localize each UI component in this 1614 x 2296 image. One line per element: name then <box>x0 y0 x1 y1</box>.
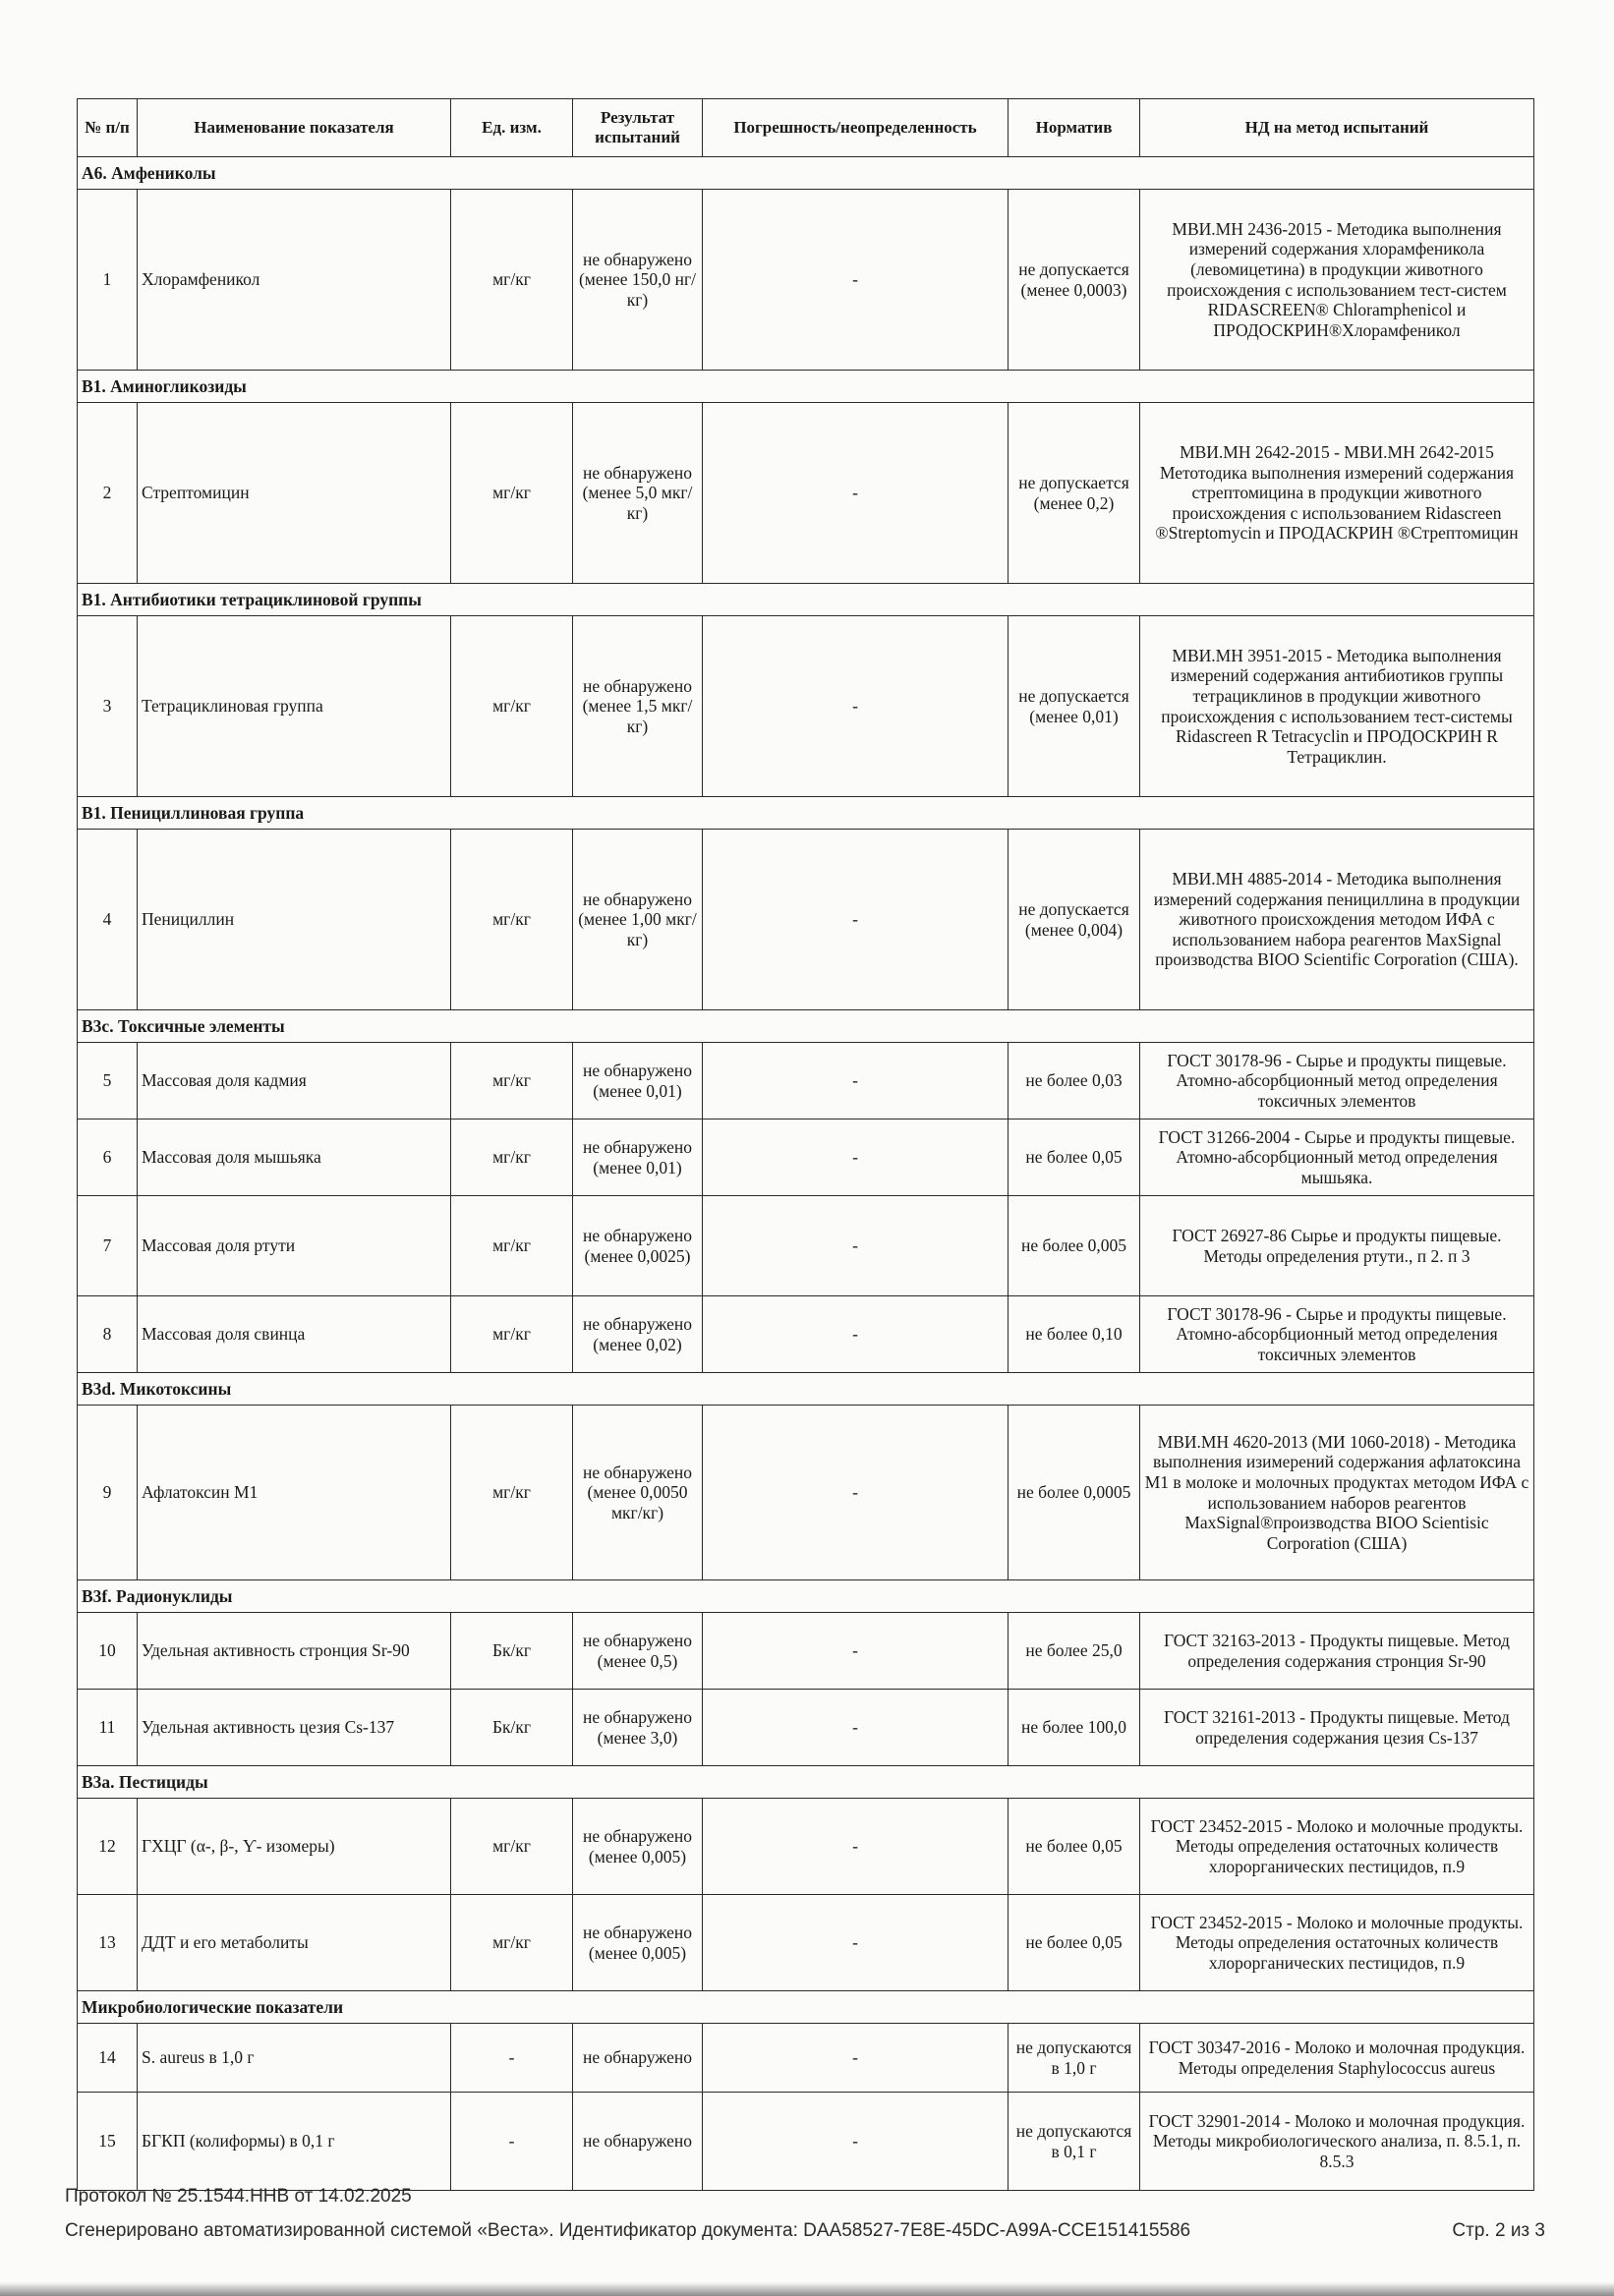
result-cell: не обнаружено (менее 0,0050 мкг/кг) <box>573 1406 703 1580</box>
method-cell: ГОСТ 23452-2015 - Молоко и молочные продукты. Методы определения остаточных количеств хлорорганических пестицидов, п.9 <box>1140 1799 1534 1895</box>
indicator-name: ДДТ и его метаболиты <box>138 1895 451 1991</box>
uncertainty-cell: - <box>703 190 1009 371</box>
table-row <box>78 2093 1534 2191</box>
section-title: В1. Пенициллиновая группа <box>78 797 1534 830</box>
uncertainty-cell: - <box>703 1613 1009 1690</box>
method-cell: ГОСТ 30178-96 - Сырье и продукты пищевые. Атомно-абсорбционный метод определения токсичных элементов <box>1140 1043 1534 1119</box>
result-cell: не обнаружено (менее 0,02) <box>573 1296 703 1373</box>
table-row <box>78 1119 1534 1196</box>
norm-cell: не допускается (менее 0,004) <box>1009 830 1140 1010</box>
row-number: 14 <box>78 2024 138 2093</box>
uncertainty-cell: - <box>703 1799 1009 1895</box>
result-cell: не обнаружено (менее 0,01) <box>573 1119 703 1196</box>
row-number: 4 <box>78 830 138 1010</box>
table-row <box>78 190 1534 371</box>
table-row <box>78 1296 1534 1373</box>
unit-cell: мг/кг <box>451 1043 573 1119</box>
section-title: В1. Аминогликозиды <box>78 371 1534 403</box>
norm-cell: не более 0,03 <box>1009 1043 1140 1119</box>
method-cell: МВИ.МН 2436-2015 - Методика выполнения измерений содержания хлорамфеникола (левомицетина) в продукции животного происхождения с использованием тест-систем RIDASCREEN® Chloramphenicol и ПРОДОСКРИН®Хлорамфеникол <box>1140 190 1534 371</box>
table-row <box>78 403 1534 584</box>
unit-cell: мг/кг <box>451 830 573 1010</box>
norm-cell: не более 25,0 <box>1009 1613 1140 1690</box>
section-title: В3а. Пестициды <box>78 1766 1534 1799</box>
header-name: Наименование показателя <box>138 99 451 157</box>
unit-cell: - <box>451 2024 573 2093</box>
section-title: Микробиологические показатели <box>78 1991 1534 2024</box>
unit-cell: мг/кг <box>451 1296 573 1373</box>
norm-cell: не более 0,10 <box>1009 1296 1140 1373</box>
section-row <box>78 1991 1534 2024</box>
table-body <box>78 157 1534 2191</box>
method-cell: МВИ.МН 3951-2015 - Методика выполнения измерений содержания антибиотиков группы тетрациклинов в продукции животного происхождения с использованием тест-системы Ridascreen R Tetracyclin и ПРОДОСКРИН R Тетрациклин. <box>1140 616 1534 797</box>
norm-cell: не более 0,05 <box>1009 1895 1140 1991</box>
uncertainty-cell: - <box>703 2093 1009 2191</box>
section-row <box>78 157 1534 190</box>
norm-cell: не более 0,05 <box>1009 1799 1140 1895</box>
method-cell: ГОСТ 31266-2004 - Сырье и продукты пищевые. Атомно-абсорбционный метод определения мышьяка. <box>1140 1119 1534 1196</box>
uncertainty-cell: - <box>703 616 1009 797</box>
row-number: 9 <box>78 1406 138 1580</box>
row-number: 11 <box>78 1690 138 1766</box>
indicator-name: Удельная активность стронция Sr-90 <box>138 1613 451 1690</box>
row-number: 7 <box>78 1196 138 1296</box>
row-number: 10 <box>78 1613 138 1690</box>
header-result: Результат испытаний <box>573 99 703 157</box>
method-cell: ГОСТ 26927-86 Сырье и продукты пищевые. Методы определения ртути., п 2. п 3 <box>1140 1196 1534 1296</box>
section-row <box>78 1010 1534 1043</box>
table-row <box>78 1799 1534 1895</box>
uncertainty-cell: - <box>703 1196 1009 1296</box>
header-unit: Ед. изм. <box>451 99 573 157</box>
method-cell: ГОСТ 30347-2016 - Молоко и молочная продукция. Методы определения Staphylococcus aureus <box>1140 2024 1534 2093</box>
unit-cell: - <box>451 2093 573 2191</box>
norm-cell: не допускается (менее 0,2) <box>1009 403 1140 584</box>
row-number: 8 <box>78 1296 138 1373</box>
uncertainty-cell: - <box>703 1043 1009 1119</box>
row-number: 12 <box>78 1799 138 1895</box>
result-cell: не обнаружено (менее 0,01) <box>573 1043 703 1119</box>
result-cell: не обнаружено (менее 5,0 мкг/кг) <box>573 403 703 584</box>
indicator-name: Массовая доля мышьяка <box>138 1119 451 1196</box>
norm-cell: не более 0,0005 <box>1009 1406 1140 1580</box>
result-cell: не обнаружено <box>573 2093 703 2191</box>
page-number: Стр. 2 из 3 <box>1452 2220 1545 2241</box>
unit-cell: мг/кг <box>451 190 573 371</box>
indicator-name: Пенициллин <box>138 830 451 1010</box>
indicator-name: Стрептомицин <box>138 403 451 584</box>
table-row <box>78 2024 1534 2093</box>
uncertainty-cell: - <box>703 1406 1009 1580</box>
table-row <box>78 1690 1534 1766</box>
indicator-name: Хлорамфеникол <box>138 190 451 371</box>
indicator-name: Массовая доля кадмия <box>138 1043 451 1119</box>
unit-cell: мг/кг <box>451 616 573 797</box>
generated-note: Сгенерировано автоматизированной системой «Веста». Идентификатор документа: DAA58527-7E8E-45DC-A99A-CCE151415586 <box>65 2220 1191 2241</box>
section-title: В1. Антибиотики тетрациклиновой группы <box>78 584 1534 616</box>
unit-cell: мг/кг <box>451 403 573 584</box>
table-header-row <box>78 99 1534 157</box>
protocol-number: Протокол № 25.1544.ННВ от 14.02.2025 <box>65 2186 412 2207</box>
norm-cell: не более 100,0 <box>1009 1690 1140 1766</box>
section-title: А6. Амфениколы <box>78 157 1534 190</box>
unit-cell: мг/кг <box>451 1895 573 1991</box>
norm-cell: не более 0,005 <box>1009 1196 1140 1296</box>
section-title: В3с. Токсичные элементы <box>78 1010 1534 1043</box>
uncertainty-cell: - <box>703 2024 1009 2093</box>
indicator-name: Тетрациклиновая группа <box>138 616 451 797</box>
header-method: НД на метод испытаний <box>1140 99 1534 157</box>
result-cell: не обнаружено <box>573 2024 703 2093</box>
indicator-name: ГХЦГ (α-, β-, Ƴ- изомеры) <box>138 1799 451 1895</box>
indicator-name: Массовая доля свинца <box>138 1296 451 1373</box>
result-cell: не обнаружено (менее 0,005) <box>573 1895 703 1991</box>
method-cell: МВИ.МН 2642-2015 - МВИ.МН 2642-2015 Метотодика выполнения измерений содержания стрептомицина в продукции животного происхождения с использованием Ridascreen ®Streptomycin и ПРОДАСКРИН ®Стрептомицин <box>1140 403 1534 584</box>
method-cell: МВИ.МН 4620-2013 (МИ 1060-2018) - Методика выполнения изимерений содержания афлатоксина М1 в молоке и молочных продуктах методом ИФА с использованием наборов реагентов MaxSignal®производства BIOO Scientisic Corporation (США) <box>1140 1406 1534 1580</box>
unit-cell: Бк/кг <box>451 1690 573 1766</box>
section-title: В3f. Радионуклиды <box>78 1580 1534 1613</box>
unit-cell: мг/кг <box>451 1196 573 1296</box>
method-cell: ГОСТ 30178-96 - Сырье и продукты пищевые. Атомно-абсорбционный метод определения токсичных элементов <box>1140 1296 1534 1373</box>
row-number: 1 <box>78 190 138 371</box>
indicator-name: S. aureus в 1,0 г <box>138 2024 451 2093</box>
section-row <box>78 584 1534 616</box>
section-title: В3d. Микотоксины <box>78 1373 1534 1406</box>
table-row <box>78 1406 1534 1580</box>
header-norm: Норматив <box>1009 99 1140 157</box>
table-row <box>78 830 1534 1010</box>
unit-cell: мг/кг <box>451 1406 573 1580</box>
section-row <box>78 1766 1534 1799</box>
uncertainty-cell: - <box>703 1119 1009 1196</box>
indicator-name: Афлатоксин М1 <box>138 1406 451 1580</box>
uncertainty-cell: - <box>703 1895 1009 1991</box>
row-number: 6 <box>78 1119 138 1196</box>
result-cell: не обнаружено (менее 0,005) <box>573 1799 703 1895</box>
unit-cell: мг/кг <box>451 1799 573 1895</box>
result-cell: не обнаружено (менее 3,0) <box>573 1690 703 1766</box>
header-num: № п/п <box>78 99 138 157</box>
norm-cell: не допускаются в 1,0 г <box>1009 2024 1140 2093</box>
result-cell: не обнаружено (менее 1,5 мкг/кг) <box>573 616 703 797</box>
section-row <box>78 371 1534 403</box>
method-cell: МВИ.МН 4885-2014 - Методика выполнения измерений содержания пенициллина в продукции животного происхождения методом ИФА с использованием набора реагентов MaxSignal производства BIOO Scientific Corporation (США). <box>1140 830 1534 1010</box>
uncertainty-cell: - <box>703 1296 1009 1373</box>
method-cell: ГОСТ 23452-2015 - Молоко и молочные продукты. Методы определения остаточных количеств хлорорганических пестицидов, п.9 <box>1140 1895 1534 1991</box>
uncertainty-cell: - <box>703 830 1009 1010</box>
table-row <box>78 616 1534 797</box>
result-cell: не обнаружено (менее 0,5) <box>573 1613 703 1690</box>
uncertainty-cell: - <box>703 1690 1009 1766</box>
result-cell: не обнаружено (менее 0,0025) <box>573 1196 703 1296</box>
norm-cell: не допускается (менее 0,01) <box>1009 616 1140 797</box>
row-number: 5 <box>78 1043 138 1119</box>
table-row <box>78 1895 1534 1991</box>
row-number: 15 <box>78 2093 138 2191</box>
norm-cell: не допускается (менее 0,0003) <box>1009 190 1140 371</box>
method-cell: ГОСТ 32901-2014 - Молоко и молочная продукция. Методы микробиологического анализа, п. 8.5.1, п. 8.5.3 <box>1140 2093 1534 2191</box>
indicator-name: Удельная активность цезия Cs-137 <box>138 1690 451 1766</box>
scan-edge <box>0 2282 1614 2296</box>
row-number: 13 <box>78 1895 138 1991</box>
section-row <box>78 1580 1534 1613</box>
indicator-name: Массовая доля ртути <box>138 1196 451 1296</box>
row-number: 3 <box>78 616 138 797</box>
uncertainty-cell: - <box>703 403 1009 584</box>
section-row <box>78 797 1534 830</box>
table-row <box>78 1196 1534 1296</box>
unit-cell: мг/кг <box>451 1119 573 1196</box>
row-number: 2 <box>78 403 138 584</box>
table-row <box>78 1043 1534 1119</box>
method-cell: ГОСТ 32163-2013 - Продукты пищевые. Метод определения содержания стронция Sr-90 <box>1140 1613 1534 1690</box>
unit-cell: Бк/кг <box>451 1613 573 1690</box>
norm-cell: не допускаются в 0,1 г <box>1009 2093 1140 2191</box>
table-row <box>78 1613 1534 1690</box>
indicator-name: БГКП (колиформы) в 0,1 г <box>138 2093 451 2191</box>
section-row <box>78 1373 1534 1406</box>
result-cell: не обнаружено (менее 1,00 мкг/кг) <box>573 830 703 1010</box>
method-cell: ГОСТ 32161-2013 - Продукты пищевые. Метод определения содержания цезия Cs-137 <box>1140 1690 1534 1766</box>
norm-cell: не более 0,05 <box>1009 1119 1140 1196</box>
header-uncertainty: Погрешность/неопределенность <box>703 99 1009 157</box>
result-cell: не обнаружено (менее 150,0 нг/кг) <box>573 190 703 371</box>
results-table <box>77 98 1534 2191</box>
